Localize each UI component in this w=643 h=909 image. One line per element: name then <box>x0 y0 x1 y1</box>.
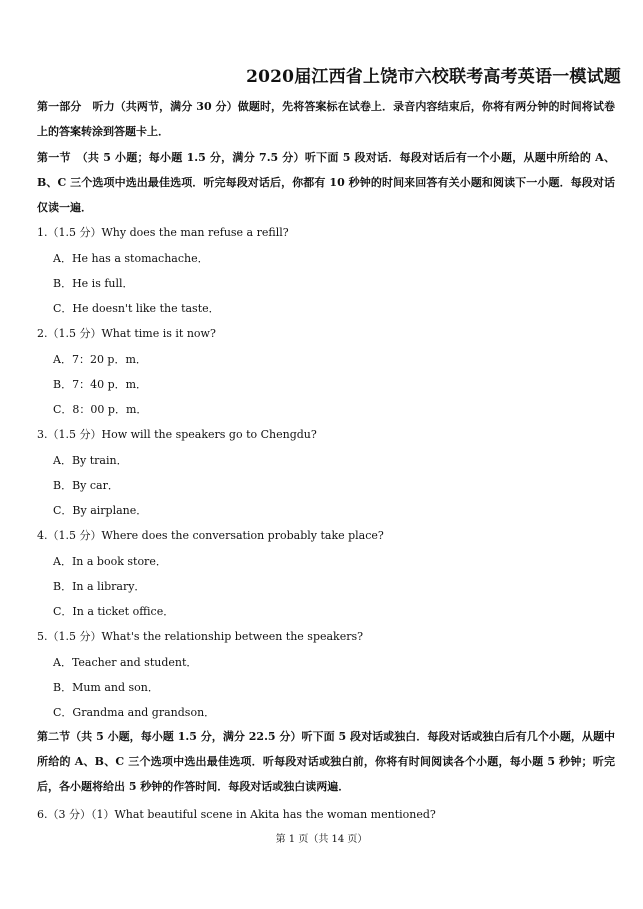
question-4-option-b[interactable]: B．In a library． <box>53 580 146 593</box>
question-2: 2.（1.5 分）What time is it now? <box>37 327 216 340</box>
question-4-option-a[interactable]: A．In a book store． <box>53 555 167 568</box>
question-3-option-c[interactable]: C．By airplane． <box>53 504 148 517</box>
question-2-option-c[interactable]: C．8：00 p．m． <box>53 403 148 416</box>
question-5: 5.（1.5 分）What's the relationship between the speakers? <box>37 630 364 643</box>
question-1-option-c[interactable]: C．He doesn't like the taste． <box>53 302 220 315</box>
question-5-option-b[interactable]: B．Mum and son． <box>53 681 159 694</box>
part1-instructions: 第一部分 听力（共两节，满分 30 分）做题时，先将答案标在试卷上．录音内容结束后，你将有两分钟的时间将试卷上的答案转涂到答题卡上． <box>37 100 615 138</box>
question-4: 4.（1.5 分）Where does the conversation probably take place? <box>37 529 384 542</box>
section2-instructions: 第二节（共 5 小题，每小题 1.5 分，满分 22.5 分）听下面 5 段对话或独白．每段对话或独白后有几个小题，从题中所给的 A、B、C 三个选项中选出最佳选项．听每段对话或独白前，你将有时间阅读各个小题，每小题 5 秒钟；听完后，各小题将给出 5 秒钟的作答时间．每段对话或独白读两遍． <box>37 730 615 793</box>
question-6: 6.（3 分）（1）What beautiful scene in Akita has the woman mentioned? <box>37 808 436 821</box>
question-3-option-b[interactable]: B．By car． <box>53 479 119 492</box>
page-title: 2020届江西省上饶市六校联考高考英语一模试题 <box>246 67 621 87</box>
question-4-option-c[interactable]: C．In a ticket office． <box>53 605 175 618</box>
question-2-option-a[interactable]: A．7：20 p．m． <box>53 353 147 366</box>
question-3-option-a[interactable]: A．By train． <box>53 454 128 467</box>
question-5-option-a[interactable]: A．Teacher and student． <box>53 656 198 669</box>
question-3: 3.（1.5 分）How will the speakers go to Chengdu? <box>37 428 317 441</box>
question-1: 1.（1.5 分）Why does the man refuse a refill? <box>37 226 289 239</box>
section1-instructions: 第一节 （共 5 小题；每小题 1.5 分，满分 7.5 分）听下面 5 段对话．每段对话后有一个小题，从题中所给的 A、B、C 三个选项中选出最佳选项．听完每段对话后，你都有 10 秒钟的时间来回答有关小题和阅读下一小题．每段对话仅读一遍． <box>37 151 615 214</box>
question-2-option-b[interactable]: B．7：40 p．m． <box>53 378 148 391</box>
question-5-option-c[interactable]: C．Grandma and grandson． <box>53 706 216 719</box>
page-footer: 第 1 页（共 14 页） <box>275 834 368 845</box>
question-1-option-a[interactable]: A．He has a stomachache． <box>53 252 209 265</box>
question-1-option-b[interactable]: B．He is full． <box>53 277 134 290</box>
